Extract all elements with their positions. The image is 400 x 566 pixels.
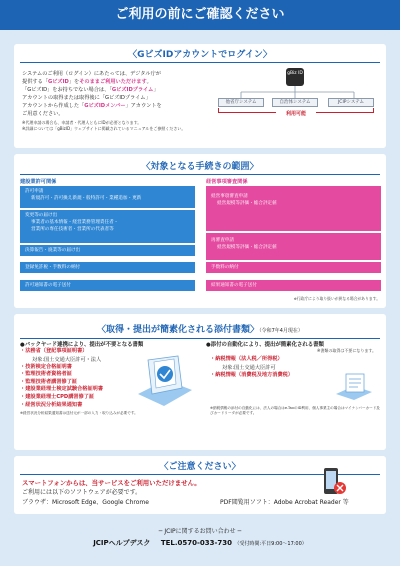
login-para3: アカウントの取得または取得後に「GビズIDプライム」 <box>22 95 151 101</box>
construction-permit-header: 建設業許可関係 <box>20 179 57 185</box>
browser-requirement: ブラウザ：Microsoft Edge、Google Chrome <box>22 499 149 506</box>
tax-illustration <box>334 372 374 402</box>
usable-label: 利用可能 <box>276 110 316 117</box>
prime-highlight: GビズIDプライム <box>111 87 154 93</box>
login-para1: システムのご利用（ログイン）にあたっては、デジタル庁が <box>22 71 161 77</box>
item-tax-target: 対象:国土交通大臣許可 <box>222 364 276 371</box>
login-section-title: 〈GビズIDアカウントでログイン〉 <box>128 50 272 60</box>
flow-jcip: JCIPシステム <box>328 98 374 107</box>
as-of-date: （令和7年4月現在） <box>259 328 303 334</box>
box-detail: 営業所の専任技術者・営業所の代表者等 <box>31 227 114 232</box>
login-para1b <box>22 78 272 86</box>
box-detail: 事業者の基本情報・経営業務管理責任者・ <box>31 220 119 225</box>
procedures-section-title: 〈対象となる手続きの範囲〉 <box>141 162 259 172</box>
login-note2: ※詳細については「gBizID」ウェブサイトに掲載されているマニュアルをご参照ください。 <box>22 126 186 131</box>
helpdesk-line <box>0 538 400 548</box>
text: 」 <box>153 87 159 93</box>
software-required: ご利用には以下のソフトウェアが必要です。 <box>22 489 142 496</box>
attachments-section-title: 〈取得・提出が簡素化される添付書類〉 <box>97 325 260 335</box>
item-tax-consumption: ・納税情報（消費税及地方消費税） <box>210 371 294 378</box>
login-para5: ご用意ください。 <box>22 111 64 117</box>
page-title: ご利用の前にご確認ください <box>0 0 400 30</box>
item-accounting-exam: ・建設業経理士検定試験合格証明書 <box>20 386 104 393</box>
right-note: ※納税情報の添付の自動化には、法人の場合はe-TaxのID利用、個人事業主の場合はマイナンバーカード及びカードリーダが必要です。 <box>210 406 380 416</box>
item-exam-cert: ・技術検定合格証明書 <box>20 363 72 370</box>
item-supervising-engineer: ・監理技術者資格者証 <box>20 371 72 378</box>
helpdesk-tel[interactable]: TEL.0570-033-730 <box>160 539 233 547</box>
text: 」を <box>68 79 80 85</box>
text: 。 <box>146 79 152 85</box>
attachments-title-row <box>14 320 386 338</box>
gbizid-logo <box>286 68 304 86</box>
right-sub: ※書類の取得は不要になります。 <box>316 348 376 353</box>
text: 提供する「 <box>22 79 48 85</box>
settlement-report-box: 決算報告・廃業等の届け出 <box>20 245 195 256</box>
box-title: 再審査申請 <box>211 238 234 243</box>
box-title: 変更等の届け出 <box>25 213 58 218</box>
box-detail: 経営規模等評価・総合評定値 <box>217 201 277 206</box>
divider <box>20 338 380 339</box>
box-detail: 新規許可・許可換え新規・般特許可・業種追加・更新 <box>31 196 142 201</box>
caution-section-title: 〈ご注意ください〉 <box>159 462 241 472</box>
gbizid-highlight: GビズID <box>47 79 69 85</box>
item-accounting-cpd: ・建設業経理士CPD講習修了証 <box>20 393 95 400</box>
permit-notice-box: 許可通知書の電子送付 <box>20 280 195 291</box>
item-tax-corp: ・納税情報（法人税／所得税） <box>210 356 283 362</box>
item-registry-cert: ・法務省（登記事項証明書） <box>20 348 88 354</box>
left-head: ●バックヤード連携により、提出が不要となる書類 <box>20 342 144 348</box>
text: 「GビズID」をお持ちでない場合は、「 <box>22 87 112 93</box>
management-review-header: 経営事項審査関係 <box>206 179 248 185</box>
item-management-analysis: ・経営状況分析結果通知書 <box>20 401 83 408</box>
no-smartphone-icon <box>314 466 348 496</box>
pdf-requirement: PDF閲覧用ソフト：Adobe Acrobat Reader 等 <box>220 499 349 506</box>
left-note: ※経営状況分析結果通知書は送付元が一部の入力・取り込みが必要です。 <box>20 411 138 416</box>
divider <box>20 62 380 63</box>
login-note1: ※代理申請の場合も、申請者・代理人ともにIDが必要となります。 <box>22 120 142 125</box>
re-review-box <box>206 233 381 260</box>
flow-other-ministry: 他省庁システム <box>218 98 264 107</box>
permit-application-box <box>20 186 195 208</box>
caution-section <box>14 456 386 514</box>
right-head: ●添付の自動化により、提出が簡素化される書類 <box>206 342 324 348</box>
change-notification-box <box>20 210 195 243</box>
procedures-section <box>14 154 386 308</box>
attachments-section <box>14 314 386 450</box>
tax-document-icon <box>334 372 374 402</box>
logo-text: gBiz ID <box>287 71 303 76</box>
member-highlight: GビズIDメンバー <box>84 103 126 109</box>
login-section <box>14 44 386 148</box>
result-notice-box: 結果通知書の電子送付 <box>206 280 381 291</box>
tax-payment-box: 登録免許税・手数料の納付 <box>20 262 195 273</box>
item-registry-target: 対象:国土交通大臣許可・法人 <box>32 356 102 363</box>
review-application-box <box>206 186 381 231</box>
smartphone-warning: スマートフォンからは、当サービスをご利用いただけません。 <box>22 479 201 487</box>
text: アカウントから作成した「 <box>22 103 85 109</box>
helpdesk-hours: （受付時間:平日9:00～17:00） <box>234 541 307 547</box>
smartphone-prohibited-icon <box>314 466 348 496</box>
fee-payment-box: 手数料の納付 <box>206 262 381 273</box>
box-title: 許可申請 <box>25 189 44 194</box>
use-as-is-highlight: そのままご利用いただけます <box>79 79 147 85</box>
text: 」アカウントを <box>125 103 162 109</box>
item-supervising-training: ・監理技術者講習修了証 <box>20 378 78 385</box>
box-detail: 経営規模等評価・総合評定値 <box>217 245 277 250</box>
divider <box>20 174 380 175</box>
flow-municipal: 自治体システム <box>272 98 318 107</box>
procedures-note: ※行政庁により取り扱いが異なる場合があります。 <box>293 296 380 301</box>
inquiry-label: ─ JCIPに関するお問い合わせ ─ <box>158 528 242 535</box>
box-title: 経営事項審査申請 <box>211 194 248 199</box>
left-items <box>20 348 190 416</box>
helpdesk-name: JCIPヘルプデスク <box>93 539 151 547</box>
